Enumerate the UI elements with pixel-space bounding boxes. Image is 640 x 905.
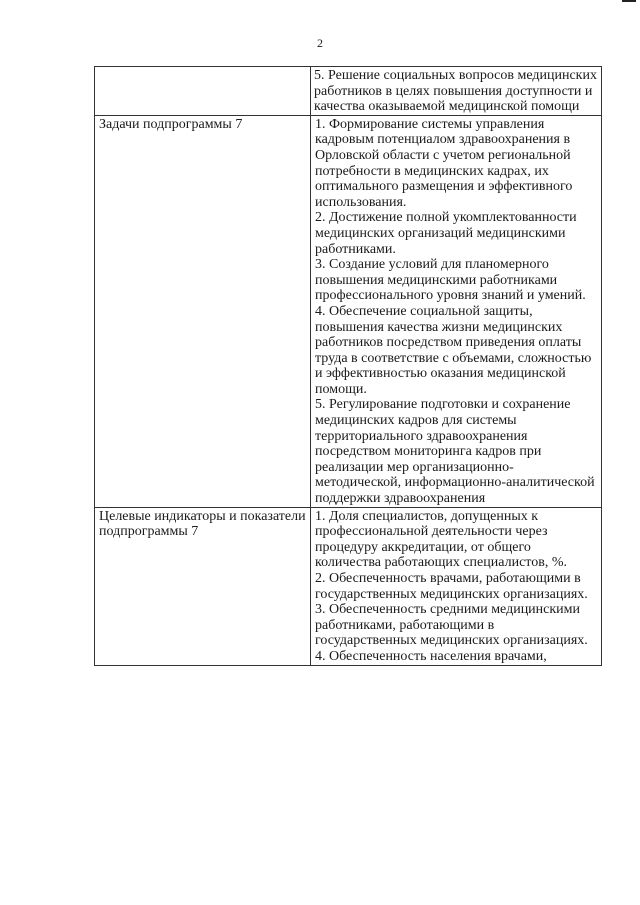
row-label: Задачи подпрограммы 7 (95, 115, 311, 507)
row-label (95, 67, 311, 116)
row-content (311, 507, 602, 665)
row-label: Целевые индикаторы и показатели подпрограммы 7 (95, 507, 311, 665)
list-item: 5. Решение социальных вопросов медицинских работников в целях повышения доступности и качества оказываемой медицинской помощи (314, 68, 597, 115)
page-number: 2 (317, 36, 323, 50)
list-item: 3. Обеспеченность средними медицинскими работниками, работающими в государственных медицинских организациях. (315, 602, 588, 649)
list-item: 3. Создание условий для планомерного повышения медицинскими работниками профессионального уровня знаний и умений. (315, 257, 586, 304)
row-content (311, 115, 602, 507)
list-item: 2. Достижение полной укомплектованности медицинских организаций медицинскими работниками. (315, 210, 577, 257)
program-passport-table (94, 66, 602, 666)
table-row-indicators (95, 507, 602, 665)
row-content (311, 67, 602, 116)
table-row-tasks (95, 115, 602, 507)
list-item: 5. Регулирование подготовки и сохранение медицинских кадров для системы территориального здравоохранения посредством мониторинга кадров при реализации мер организационно-методической, информационно-аналитической поддержки здравоохранения (315, 397, 595, 507)
list-item: 4. Обеспеченность населения врачами, (315, 648, 547, 664)
list-item: 1. Формирование системы управления кадровым потенциалом здравоохранения в Орловской области с учетом региональной потребности в медицинских кадрах, их оптимального размещения и эффективного использования. (315, 116, 573, 210)
list-item: 1. Доля специалистов, допущенных к профессиональной деятельности через процедуру аккредитации, от общего количества работающих специалистов, %. (315, 508, 567, 571)
scan-corner-mark (622, 0, 636, 2)
list-item: 4. Обеспечение социальной защиты, повышения качества жизни медицинских работников посредством приведения оплаты труда в соответствие с объемами, сложностью и эффективностью оказания медицинской помощи. (315, 303, 592, 397)
table-row-continuation (95, 67, 602, 116)
list-item: 2. Обеспеченность врачами, работающими в государственных медицинских организациях. (315, 571, 588, 602)
